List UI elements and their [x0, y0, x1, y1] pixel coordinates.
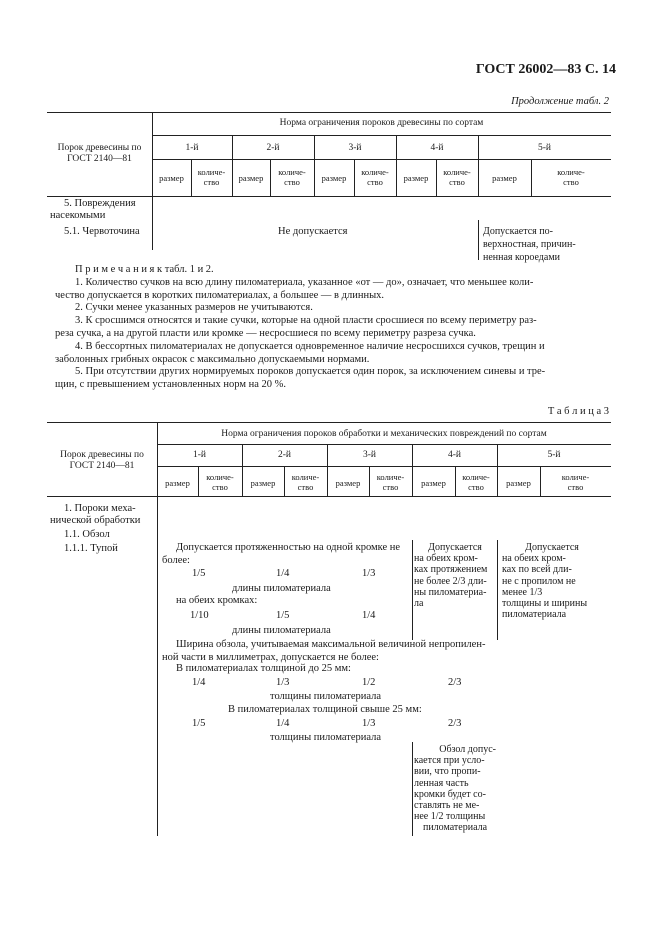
wane-width-text: Ширина обзола, учитываемая максимальной величиной непропилен- ной части в миллиметрах, допускается не более: [162, 639, 486, 663]
grade-header-2: 2-й [278, 450, 291, 460]
subheader-size: размер [421, 478, 446, 488]
subheader-count: количе- ство [206, 472, 234, 492]
notes-title: П р и м е ч а н и я к табл. 1 и 2. [75, 264, 214, 275]
thick-lumber-label: В пиломатериалах толщиной свыше 25 мм: [228, 704, 422, 715]
note-3-cont: реза сучка, а на другой пласти или кромке — несросшиеся по всему периметру разреза сучка. [55, 327, 476, 339]
wane-intro: Допускается протяженностью на одной кромке не более: [162, 542, 401, 566]
grade-header-5: 5-й [547, 450, 561, 460]
fraction: 1/5 [276, 610, 290, 621]
row-label-blunt-wane: 1.1.1. Тупой [64, 543, 118, 554]
fraction: 1/4 [276, 718, 290, 729]
fraction: 1/10 [190, 610, 209, 621]
wane-grade-5: Допускается на обеих кром- ках по всей дли- не с пропилом не менее 1/3 толщины и ширины пиломатериала [502, 542, 588, 621]
fraction: 1/4 [276, 568, 290, 579]
fraction: 1/2 [362, 677, 376, 688]
fraction: 1/3 [276, 677, 290, 688]
thickness-label: толщины пиломатериала [270, 691, 382, 702]
fraction: 1/5 [192, 568, 206, 579]
wane-grade-4-condition: Обзол допус- кается при усло- вии, что пропи- ленная часть кромки будет со- ставлять не ме- нее 1/2 толщины пиломатериала [414, 744, 496, 834]
length-label: длины пиломатериала [232, 625, 331, 636]
subheader-size: размер [165, 478, 190, 488]
note-4-cont: заболонных грибных окрасок с максимально допускаемыми нормами. [55, 353, 370, 365]
note-5-cont: щин, с превышением установленных норм на 20 %. [55, 379, 286, 391]
fraction: 2/3 [448, 677, 462, 688]
grade-header-2: 2-й [266, 143, 280, 153]
subheader-size: размер [403, 173, 429, 183]
fraction: 2/3 [448, 718, 462, 729]
note-2: 2. Сучки менее указанных размеров не учитываются. [75, 302, 313, 314]
subheader-count: количе- ство [561, 472, 590, 492]
note-3: 3. К сросшимся относятся и такие сучки, которые на одной пласти сросшиеся по всему периметру раз- [75, 315, 537, 327]
subheader-count: количе- ство [443, 167, 471, 187]
subheader-count: количе- ство [278, 167, 306, 187]
thickness-label: толщины пиломатериала [270, 732, 382, 743]
note-5: 5. При отсутствии других нормируемых пороков допускается один порок, за исключением синевы и тре- [75, 366, 546, 378]
length-label: длины пиломатериала [232, 583, 331, 594]
note-1: 1. Количество сучков на всю длину пиломатериала, указанное «от — до», означает, что меньшее коли- [75, 276, 534, 288]
defect-column-header: Порок древесины по ГОСТ 2140—81 [60, 450, 144, 471]
row-label-insect-damage: 5. Повреждения насекомыми [50, 198, 136, 221]
wane-grade-4: Допускается на обеих кром- ках протяжением не более 2/3 дли- ны пиломатериа- ла [414, 542, 488, 610]
table-continuation-label: Продолжение табл. 2 [511, 96, 609, 107]
page-title: ГОСТ 26002—83 С. 14 [475, 62, 616, 77]
grade-header-5: 5-й [538, 143, 551, 153]
subheader-size: размер [335, 478, 361, 488]
fraction: 1/3 [362, 718, 376, 729]
fraction: 1/3 [362, 568, 376, 579]
note-1-cont: чество допускается в коротких пиломатериалах, а большее — в длинных. [55, 289, 385, 301]
row-label-wormhole: 5.1. Червоточина [64, 226, 140, 237]
grade-header-1: 1-й [193, 450, 206, 460]
norm-header: Норма ограничения пороков обработки и механических повреждений по сортам [221, 429, 547, 439]
subheader-size: размер [321, 173, 347, 183]
defect-column-header: Порок древесины по ГОСТ 2140—81 [57, 143, 142, 164]
grade-header-3: 3-й [348, 143, 362, 153]
subheader-size: размер [492, 173, 517, 183]
grade-header-3: 3-й [363, 450, 376, 460]
both-edges-label: на обеих кромках: [176, 595, 258, 606]
subheader-count: количе- ство [361, 167, 389, 187]
row-label-wane: 1.1. Обзол [64, 529, 110, 540]
fraction: 1/4 [192, 677, 206, 688]
grade-header-4: 4-й [448, 450, 461, 460]
row-label-machining-defects: 1. Пороки меха- нической обработки [50, 503, 141, 526]
subheader-size: размер [238, 173, 264, 183]
grade-header-1: 1-й [185, 143, 199, 153]
subheader-count: количе- ство [376, 472, 405, 492]
subheader-size: размер [159, 173, 184, 183]
norm-header: Норма ограничения пороков древесины по сортам [279, 118, 484, 128]
subheader-count: количе- ство [197, 167, 226, 187]
subheader-size: размер [506, 478, 531, 488]
subheader-size: размер [250, 478, 276, 488]
thin-lumber-label: В пиломатериалах толщиной до 25 мм: [176, 663, 351, 674]
fraction: 1/5 [192, 718, 206, 729]
subheader-count: количе- ство [557, 167, 585, 187]
subheader-count: количе- ство [291, 472, 320, 492]
notes-block [55, 264, 545, 392]
subheader-count: количе- ство [462, 472, 490, 492]
table-caption: Т а б л и ц а 3 [547, 406, 609, 417]
norm-grade-5: Допускается по- верхностная, причин- ненная короедами [483, 226, 576, 263]
fraction: 1/4 [362, 610, 376, 621]
norm-not-allowed: Не допускается [278, 226, 348, 237]
grade-header-4: 4-й [430, 143, 444, 153]
note-4: 4. В бессортных пиломатериалах не допускается одновременное наличие несросшихся сучков, трещин и [75, 340, 545, 352]
